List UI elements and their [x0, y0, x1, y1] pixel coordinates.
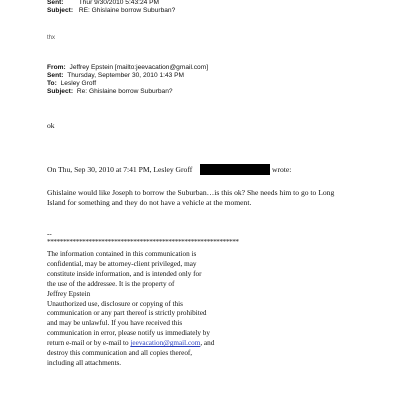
forwarded-to-value: Lesley Groff: [60, 80, 97, 87]
forwarded-to-label: To:: [47, 80, 57, 87]
disclaimer-line: including all attachments.: [47, 358, 122, 367]
quote-intro-after: wrote:: [272, 165, 292, 174]
disclaimer-block: [47, 250, 214, 369]
disclaimer-line: The information contained in this communication is: [47, 250, 197, 258]
forwarded-sent-value: Thursday, September 30, 2010 1:43 PM: [67, 72, 185, 79]
message-ok: ok: [47, 121, 55, 130]
disclaimer-line: constitute inside information, and is intended only for: [47, 269, 202, 278]
disclaimer-line: communication or any part thereof is strictly prohibited: [47, 309, 207, 318]
disclaimer-line: Jeffrey Epstein: [47, 289, 91, 298]
reply-text: thx: [47, 35, 56, 41]
disclaimer-return-after: , and: [200, 339, 215, 348]
quoted-line-1: Ghislaine would like Joseph to borrow the Suburban…is this ok? She needs him to go to Long: [47, 188, 335, 197]
forwarded-sent-label: Sent:: [47, 72, 64, 79]
forwarded-subject-row: [47, 88, 173, 95]
disclaimer-line: confidential, may be attorney-client privileged, may: [47, 259, 197, 268]
email-link[interactable]: jeevacation@gmail.com: [130, 339, 201, 348]
disclaimer-line: the use of the addressee. It is the property of: [47, 279, 175, 288]
forwarded-subject-label: Subject:: [47, 88, 74, 95]
forwarded-from-value: Jeffrey Epstein [mailto:jeevacation@gmail.com]: [69, 64, 209, 71]
redaction-block: [200, 164, 270, 175]
top-sent-value: Thur 9/30/2010 5:43:24 PM: [78, 0, 159, 6]
disclaimer-return-line: [47, 339, 214, 349]
top-sent-row: [47, 0, 159, 6]
top-subject-label: Subject:: [47, 7, 74, 14]
quote-intro-before: On Thu, Sep 30, 2010 at 7:41 PM, Lesley Groff: [47, 165, 193, 174]
disclaimer-line: destroy this communication and all copies thereof,: [47, 349, 193, 358]
forwarded-from-row: [47, 64, 208, 71]
forwarded-subject-value: Re: Ghislaine borrow Suburban?: [76, 88, 173, 95]
top-subject-value: RE: Ghislaine borrow Suburban?: [78, 7, 176, 14]
signature-dashes: --: [47, 230, 52, 238]
signature-stars: ************************************************************: [47, 238, 239, 246]
forwarded-from-label: From:: [47, 64, 66, 71]
top-subject-row: [47, 7, 175, 14]
disclaimer-line: and may be unlawful. If you have received this: [47, 319, 183, 328]
forwarded-sent-row: [47, 72, 184, 79]
top-sent-label: Sent:: [47, 0, 64, 6]
forwarded-to-row: [47, 80, 96, 87]
quoted-line-2: Island for something and they do not have a vehicle at the moment.: [47, 198, 252, 207]
disclaimer-line: communication in error, please notify us immediately by: [47, 329, 210, 338]
disclaimer-return-before: return e-mail or by e-mail to: [47, 339, 131, 348]
disclaimer-line: Unauthorized use, disclosure or copying of this: [47, 299, 183, 308]
